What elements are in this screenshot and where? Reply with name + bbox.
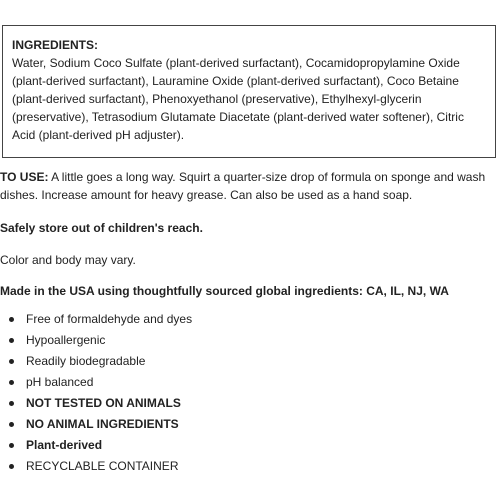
usage-instructions [0, 168, 496, 204]
bullet-icon [9, 359, 14, 364]
usage-text: A little goes a long way. Squirt a quarter-size drop of formula on sponge and wash dishes. Increase amount for heavy grease. Can also be used as a hand soap. [0, 170, 486, 202]
safety-note: Safely store out of children's reach. [0, 221, 203, 235]
list-item [0, 372, 192, 393]
made-in-statement: Made in the USA using thoughtfully sourced global ingredients: CA, IL, NJ, WA [0, 284, 449, 298]
feature-text: RECYCLABLE CONTAINER [26, 459, 179, 473]
list-item [0, 330, 192, 351]
bullet-icon [9, 338, 14, 343]
bullet-icon [9, 422, 14, 427]
bullet-icon [9, 464, 14, 469]
feature-text: Readily biodegradable [26, 354, 146, 368]
feature-text: pH balanced [26, 375, 94, 389]
bullet-icon [9, 401, 14, 406]
feature-text: Plant-derived [26, 438, 103, 452]
feature-list [0, 309, 192, 477]
color-note: Color and body may vary. [0, 253, 136, 267]
bullet-icon [9, 317, 14, 322]
ingredients-box [2, 25, 496, 158]
feature-text: Hypoallergenic [26, 333, 106, 347]
feature-text: NO ANIMAL INGREDIENTS [26, 417, 179, 431]
ingredients-heading: INGREDIENTS: [12, 38, 99, 52]
bullet-icon [9, 380, 14, 385]
ingredients-text: Water, Sodium Coco Sulfate (plant-derived surfactant), Cocamidopropylamine Oxide (plant-derived surfactant), Lauramine Oxide (plant-derived surfactant), Coco Betaine (plant-derived surfactant), Phenoxyethanol (preservative), Ethylhexyl-glycerin (preservative), Tetrasodium Glutamate Diacetate (plant-derived water softener), Citric Acid (plant-derived pH adjuster). [12, 56, 464, 142]
list-item [0, 351, 192, 372]
list-item [0, 456, 192, 477]
list-item [0, 309, 192, 330]
usage-label: TO USE: [0, 170, 49, 184]
bullet-icon [9, 443, 14, 448]
list-item [0, 393, 192, 414]
list-item [0, 435, 192, 456]
feature-text: Free of formaldehyde and dyes [26, 312, 193, 326]
feature-text: NOT TESTED ON ANIMALS [26, 396, 181, 410]
list-item [0, 414, 192, 435]
